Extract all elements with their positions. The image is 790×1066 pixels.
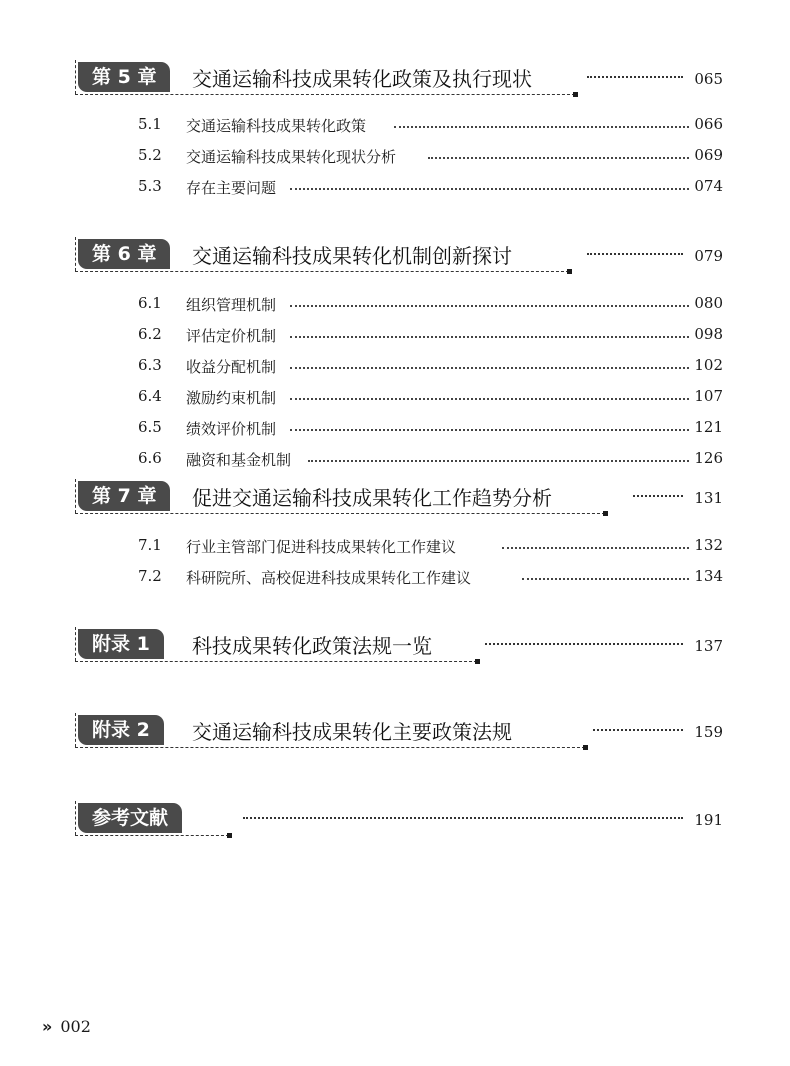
section-title: 融资和基金机制	[186, 451, 292, 469]
toc-section	[138, 387, 723, 409]
section-page: 069	[694, 146, 723, 164]
toc-chapter	[75, 60, 723, 98]
page-number: 002	[60, 1017, 91, 1036]
section-number: 6.4	[138, 387, 162, 405]
section-number: 5.1	[138, 115, 162, 133]
section-number: 5.3	[138, 177, 162, 195]
section-title: 交通运输科技成果转化政策	[186, 117, 367, 135]
chapter-page: 079	[694, 247, 723, 265]
toc-appendix	[75, 627, 723, 665]
section-title: 组织管理机制	[186, 296, 277, 314]
toc-chapter	[75, 237, 723, 275]
section-number: 6.6	[138, 449, 162, 467]
section-page: 066	[694, 115, 723, 133]
section-number: 6.5	[138, 418, 162, 436]
appendix-page: 159	[694, 723, 723, 741]
section-number: 6.2	[138, 325, 162, 343]
toc-section	[138, 325, 723, 347]
chapter-badge: 第 7 章	[78, 481, 170, 511]
section-page: 121	[694, 418, 723, 436]
toc-section	[138, 115, 723, 137]
section-number: 6.1	[138, 294, 162, 312]
toc-appendix	[75, 713, 723, 751]
section-number: 5.2	[138, 146, 162, 164]
appendix-title: 科技成果转化政策法规一览	[192, 634, 432, 658]
toc-section	[138, 356, 723, 378]
section-page: 132	[694, 536, 723, 554]
toc-section	[138, 449, 723, 471]
section-title: 评估定价机制	[186, 327, 277, 345]
section-page: 126	[694, 449, 723, 467]
chapter-title: 交通运输科技成果转化机制创新探讨	[192, 244, 512, 268]
section-page: 098	[694, 325, 723, 343]
toc-section	[138, 146, 723, 168]
toc-chapter	[75, 479, 723, 517]
chapter-badge: 第 6 章	[78, 239, 170, 269]
section-title: 行业主管部门促进科技成果转化工作建议	[186, 538, 457, 556]
section-title: 收益分配机制	[186, 358, 277, 376]
section-page: 102	[694, 356, 723, 374]
appendix-badge: 附录 2	[78, 715, 164, 745]
chapter-page: 065	[694, 70, 723, 88]
page-footer	[42, 1017, 91, 1036]
section-number: 7.2	[138, 567, 162, 585]
toc-references	[75, 801, 723, 839]
appendix-badge: 附录 1	[78, 629, 164, 659]
section-page: 134	[694, 567, 723, 585]
toc-section	[138, 567, 723, 589]
toc-section	[138, 177, 723, 199]
references-page: 191	[694, 811, 723, 829]
section-number: 7.1	[138, 536, 162, 554]
appendix-page: 137	[694, 637, 723, 655]
section-page: 107	[694, 387, 723, 405]
section-title: 激励约束机制	[186, 389, 277, 407]
section-title: 存在主要问题	[186, 179, 277, 197]
chapter-title: 交通运输科技成果转化政策及执行现状	[192, 67, 532, 91]
double-chevron-icon: »	[42, 1017, 53, 1036]
toc-section	[138, 294, 723, 316]
references-badge: 参考文献	[78, 803, 182, 833]
section-page: 080	[694, 294, 723, 312]
section-page: 074	[694, 177, 723, 195]
section-title: 科研院所、高校促进科技成果转化工作建议	[186, 569, 472, 587]
appendix-title: 交通运输科技成果转化主要政策法规	[192, 720, 512, 744]
toc-section	[138, 536, 723, 558]
section-title: 交通运输科技成果转化现状分析	[186, 148, 397, 166]
section-title: 绩效评价机制	[186, 420, 277, 438]
chapter-title: 促进交通运输科技成果转化工作趋势分析	[192, 486, 552, 510]
section-number: 6.3	[138, 356, 162, 374]
chapter-page: 131	[694, 489, 723, 507]
chapter-badge: 第 5 章	[78, 62, 170, 92]
toc-section	[138, 418, 723, 440]
